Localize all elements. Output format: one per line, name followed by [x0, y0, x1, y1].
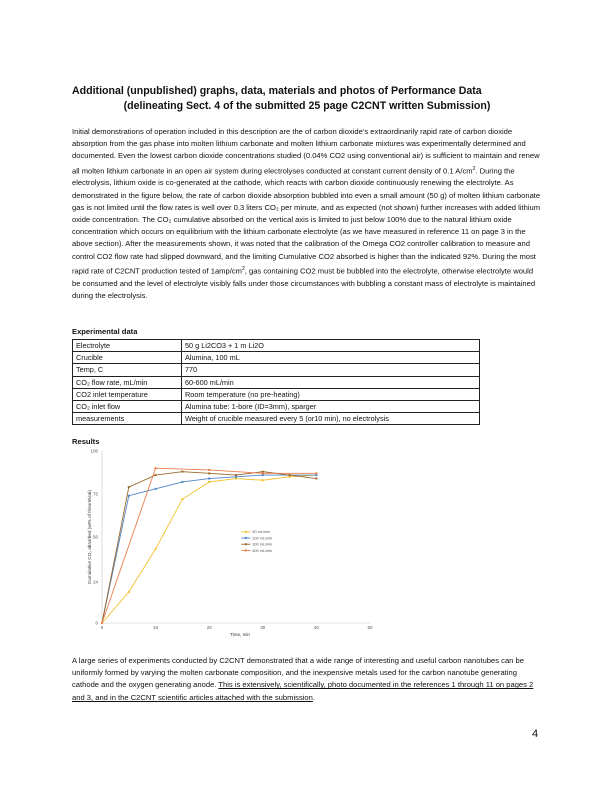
intro-superscript-1: 2 — [472, 165, 476, 172]
data-point — [181, 471, 183, 473]
legend-label: 60 mL/min — [252, 530, 271, 535]
intro-text-2: . During the electrolysis, lithium oxide is co-generated at the cathode, which reacts with carbon dioxide continuously renewing the electrolyte. As demonstrated in the figure below, the rate of carbon dioxide absorption bubbled into even a small amount (50 g) of molten lithium carbonate gas is not limited until the flow rates is well over 0.3 liters CO₂ per minute, and as expected (not shown) further increases with added lithium oxide concentration. The CO₂ cumulative absorbed on the vertical axis is limited to just below 100% due to the natural lithium oxide concentration which occurs on equilibrium with the lithium carbonate electrolyte (as we have measured in reference 11 on page 3 in the above section). After the measurements shown, it was noted that the calibration of the Omega CO2 controller calibration to measure and control CO2 flow rate had slipped downward, and the limiting Cumulative CO2 absorbed is higher than the indicated 92%. During the most rapid rate of C2CNT production tested of 1amp/cm — [72, 166, 541, 276]
experimental-row — [73, 400, 480, 412]
data-point — [235, 474, 237, 476]
data-point — [128, 486, 130, 488]
data-point — [262, 471, 264, 473]
y-tick-label: 75 — [92, 491, 98, 497]
data-point — [128, 495, 130, 497]
experimental-param: Electrolyte — [73, 340, 182, 352]
page-number: 4 — [532, 728, 539, 740]
data-point — [155, 467, 157, 469]
x-tick-label: 40 — [313, 625, 319, 630]
experimental-value: Alumina, 100 mL — [182, 352, 480, 364]
experimental-value: Alumina tube: 1-bore (ID=3mm), sparger — [182, 400, 480, 412]
data-point — [181, 481, 183, 483]
experimental-row — [73, 340, 480, 352]
intro-superscript-2: 2 — [241, 265, 245, 272]
chart-background — [78, 447, 378, 643]
closing-text: A large series of experiments conducted by C2CNT demonstrated that a wide range of interesting and useful carbon nanotubes can be uniformly formed by varying the molten carbonate composition, and the inexpensive metals used for the carbon nanotube generating cathode and the oxygen generating anode. — [72, 656, 524, 690]
experimental-row — [73, 413, 480, 425]
legend-marker — [245, 543, 247, 545]
data-point — [289, 476, 291, 478]
page-title — [72, 84, 542, 114]
data-point — [128, 591, 130, 593]
experimental-param: Temp, C — [73, 364, 182, 376]
experimental-param: CO₂ inlet flow — [73, 400, 182, 412]
intro-text-1: Initial demonstrations of operation included in this description are the of carbon dioxide’s extraordinarily rapid rate of carbon dioxide absorption from the gas phase into molten lithium carbonate and molten lithium carbonate mixtures was experimentally determined and documented. Even the lowest carbon dioxide concentrations studied (0.04% CO2 using conventional air) is sufficient to maintain and renew all molten lithium carbonate in an open air system during electrolyses conducted at constant current density of 0.1 A/cm — [72, 127, 540, 176]
intro-text-3: , gas containing CO2 must be bubbled into the electrolyte, otherwise electrolyte would be consumed and the level of electrolyte visibly falls under those circumstances with bubbling a constant mass of electrolyte is maintained during the electrolysis. — [72, 266, 536, 300]
legend-label: 600 mL/min — [252, 548, 273, 553]
data-point — [235, 476, 237, 478]
data-point — [262, 472, 264, 474]
legend-label: 300 mL/min — [252, 542, 273, 547]
absorption-chart — [78, 447, 378, 643]
intro-paragraph — [72, 126, 542, 302]
experimental-row — [73, 376, 480, 388]
experimental-param: measurements — [73, 413, 182, 425]
data-point — [155, 488, 157, 490]
x-tick-label: 10 — [153, 625, 159, 630]
closing-paragraph — [72, 655, 542, 704]
experimental-row — [73, 388, 480, 400]
x-tick-label: 50 — [367, 625, 373, 630]
experimental-row — [73, 352, 480, 364]
y-tick-label: 100 — [90, 448, 98, 454]
data-point — [315, 478, 317, 480]
data-point — [262, 479, 264, 481]
data-point — [208, 481, 210, 483]
references-link-text: This is extensively, scientifically, photo documented in the references 1 through 11 on pages 2 and 3, and in the C2CNT scientific articles attached with the submission — [72, 680, 534, 702]
experimental-param: Crucible — [73, 352, 182, 364]
title-line-2: (delineating Sect. 4 of the submitted 25 page C2CNT written Submission) — [123, 100, 491, 112]
experimental-row — [73, 364, 480, 376]
data-point — [208, 478, 210, 480]
data-point — [315, 474, 317, 476]
experimental-value: 50 g Li2CO3 + 1 m Li2O — [182, 340, 480, 352]
data-point — [262, 474, 264, 476]
data-point — [315, 472, 317, 474]
data-point — [155, 474, 157, 476]
closing-period: . — [312, 692, 315, 702]
experimental-value: Weight of crucible measured every 5 (or10 min), no electrolysis — [182, 413, 480, 425]
legend-marker — [245, 537, 247, 539]
results-heading: Results — [72, 437, 100, 446]
experimental-value: Room temperature (no pre-heating) — [182, 388, 480, 400]
experimental-param: CO2 inlet temperature — [73, 388, 182, 400]
data-point — [101, 622, 103, 624]
data-point — [235, 478, 237, 480]
legend-label: 200 mL/min — [252, 536, 273, 541]
y-tick-label: 50 — [92, 534, 98, 540]
data-point — [208, 469, 210, 471]
x-tick-label: 0 — [100, 625, 104, 630]
y-axis-label: Cumulative CO₂ absorbed (wt% of theoretical) — [87, 490, 92, 584]
experimental-value: 770 — [182, 364, 480, 376]
x-axis-label: Time, min — [230, 632, 250, 637]
experimental-table-body — [73, 340, 480, 425]
title-line-1: Additional (unpublished) graphs, data, materials and photos of Performance Data — [72, 85, 482, 97]
x-tick-label: 30 — [260, 625, 266, 630]
y-tick-label: 0 — [95, 620, 98, 626]
data-point — [208, 472, 210, 474]
data-point — [289, 474, 291, 476]
experimental-value: 60-600 mL/min — [182, 376, 480, 388]
x-tick-label: 20 — [206, 625, 212, 630]
data-point — [155, 548, 157, 550]
legend-marker — [245, 531, 247, 533]
data-point — [181, 498, 183, 500]
experimental-heading: Experimental data — [72, 327, 138, 336]
experimental-param: CO₂ flow rate, mL/min — [73, 376, 182, 388]
y-tick-label: 24 — [92, 579, 98, 585]
legend-marker — [245, 549, 247, 551]
experimental-table — [72, 339, 480, 425]
